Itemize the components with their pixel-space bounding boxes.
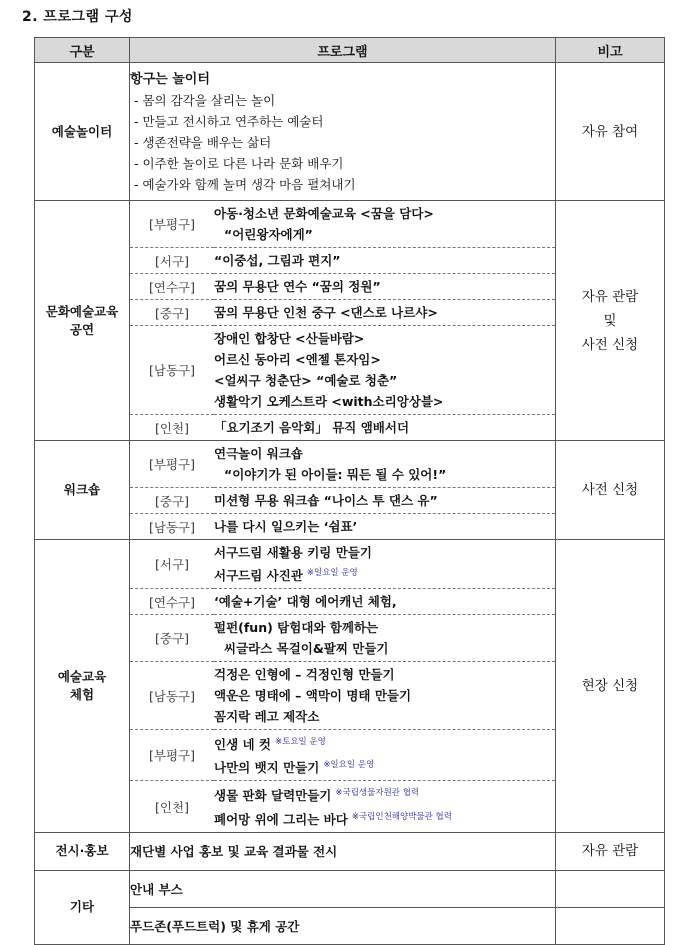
list-item: - 예술가와 함께 놀며 생각 마음 펼쳐내기	[134, 176, 356, 192]
category-cell	[35, 540, 130, 833]
program-line: 미션형 무용 워크숍 “나이스 투 댄스 유”	[214, 488, 555, 514]
region-label: [인천]	[155, 799, 189, 815]
program-line: 서구드림 새활용 키링 만들기	[214, 545, 372, 560]
sub-row	[130, 274, 555, 300]
note-cell	[556, 907, 665, 944]
program-cell	[130, 441, 556, 540]
program-cell	[130, 63, 556, 201]
table-row	[35, 907, 665, 944]
category-line: 문화예술교육	[45, 303, 119, 319]
category-cell: 전시·홍보	[35, 832, 130, 870]
sub-row	[130, 415, 555, 441]
program-line: 「요기조기 음악회」 뮤직 앰배서더	[214, 420, 410, 435]
program-line: <얼씨구 청춘단> “예술로 청춘”	[214, 373, 398, 388]
program-line: 나만의 뱃지 만들기	[214, 760, 320, 776]
sub-row	[130, 300, 555, 326]
section-title: 2. 프로그램 구성	[22, 9, 133, 25]
program-line: 폐어망 위에 그리는 바다	[214, 811, 348, 827]
program-line: “이중섭, 그림과 편지”	[214, 248, 555, 274]
program-line: 안내 부스	[130, 870, 556, 907]
sub-row	[130, 730, 555, 781]
schedule-tag: ※일요일 운영	[323, 760, 375, 771]
program-line: 생활악기 오케스트라 <with소리앙상블>	[214, 394, 444, 409]
category-line: 체험	[69, 686, 95, 702]
list-item: - 생존전략을 배우는 삶터	[134, 134, 272, 150]
partner-tag: ※국립인천해양박물관 협력	[351, 811, 452, 822]
region-label: [남동구]	[130, 326, 214, 415]
region-label: [남동구]	[130, 662, 214, 730]
program-line: 나를 다시 일으키는 ‘쉼표’	[214, 519, 358, 534]
region-label: [중구]	[130, 488, 214, 514]
program-line: 꿈의 무용단 연수 “꿈의 정원”	[214, 274, 555, 300]
category-cell: 기타	[35, 870, 130, 944]
region-label: [서구]	[130, 540, 214, 589]
note-cell	[556, 870, 665, 907]
note-cell: 현장 신청	[556, 540, 665, 833]
sub-row	[130, 514, 555, 540]
program-line: 인생 네 컷	[214, 737, 272, 753]
program-line: 아동·청소년 문화예술교육 <꿈을 담다>	[214, 206, 434, 221]
region-label: [인천]	[155, 420, 189, 436]
sub-row	[130, 540, 555, 589]
program-line: 걱정은 인형에 – 걱정인형 만들기	[214, 667, 395, 683]
note-line: 사전 신청	[581, 336, 639, 353]
program-line: 재단별 사업 홍보 및 교육 결과물 전시	[130, 832, 556, 870]
program-line: 어르신 동아리 <엔젤 톤자임>	[214, 352, 381, 367]
program-cell	[130, 540, 556, 833]
list-item: - 만들고 전시하고 연주하는 예술터	[134, 113, 324, 129]
sub-table	[130, 441, 555, 539]
category-cell	[35, 201, 130, 441]
program-line: ‘예술+기술’ 대형 에어캐넌 체험,	[214, 589, 555, 615]
sub-table	[130, 540, 555, 832]
note-line: 및	[603, 312, 617, 329]
program-line: 연극놀이 워크숍	[214, 446, 303, 461]
sub-row	[130, 781, 555, 832]
program-line: 씨글라스 목걸이&팔찌 만들기	[224, 641, 389, 657]
sub-table	[130, 201, 555, 440]
sub-row	[130, 201, 555, 248]
sub-row	[130, 615, 555, 662]
schedule-tag: ※일요일 운영	[306, 568, 358, 578]
table-row	[35, 201, 665, 441]
region-label: [남동구]	[149, 519, 195, 535]
program-table	[34, 37, 665, 945]
region-label: [부평구]	[130, 201, 214, 248]
region-label: [서구]	[130, 248, 214, 274]
program-line: 서구드림 사진관	[214, 568, 303, 584]
category-line: 공연	[69, 321, 95, 337]
header-program: 프로그램	[130, 38, 556, 63]
program-line: “이야기가 된 아이들: 뭐든 될 수 있어!”	[224, 467, 447, 482]
schedule-tag: ※토요일 운영	[275, 737, 326, 748]
program-line: “어린왕자에게”	[224, 227, 313, 242]
program-line: 펄펀(fun) 탐험대와 함께하는	[214, 620, 379, 636]
table-header-row	[35, 38, 665, 63]
region-label: [중구]	[130, 615, 214, 662]
header-note: 비고	[556, 38, 665, 63]
program-line: 꼼지락 레고 제작소	[214, 709, 320, 725]
header-category: 구분	[35, 38, 130, 63]
note-cell: 자유 관람	[556, 832, 665, 870]
sub-row	[130, 662, 555, 730]
program-line: 푸드존(푸드트럭) 및 휴게 공간	[130, 907, 556, 944]
program-head: 항구는 놀이터	[130, 71, 210, 87]
note-cell: 사전 신청	[556, 441, 665, 540]
category-cell: 워크숍	[35, 441, 130, 540]
program-line: 생물 판화 달력만들기	[214, 788, 332, 804]
note-cell	[556, 201, 665, 441]
category-cell: 예술놀이터	[35, 63, 130, 201]
region-label: [연수구]	[130, 274, 214, 300]
list-item: - 몸의 감각을 살리는 놀이	[134, 92, 276, 108]
sub-row	[130, 488, 555, 514]
region-label: [부평구]	[130, 441, 214, 488]
partner-tag: ※국립생물자원관 협력	[335, 788, 420, 799]
program-line: 꿈의 무용단 인천 중구 <댄스로 나르샤>	[214, 300, 555, 326]
region-label: [연수구]	[130, 589, 214, 615]
table-row	[35, 540, 665, 833]
table-row	[35, 832, 665, 870]
note-line: 자유 관람	[581, 288, 639, 305]
program-cell	[130, 201, 556, 441]
sub-row	[130, 589, 555, 615]
note-cell: 자유 참여	[556, 63, 665, 201]
sub-row	[130, 248, 555, 274]
category-line: 예술교육	[57, 668, 107, 684]
sub-row	[130, 326, 555, 415]
table-row	[35, 63, 665, 201]
region-label: [부평구]	[130, 730, 214, 781]
table-row	[35, 441, 665, 540]
region-label: [중구]	[130, 300, 214, 326]
program-line: 장애인 합창단 <산들바람>	[214, 331, 365, 346]
list-item: - 이주한 놀이로 다른 나라 문화 배우기	[134, 155, 344, 171]
sub-row	[130, 441, 555, 488]
program-line: 액운은 명태에 – 액막이 명태 만들기	[214, 688, 412, 704]
table-row	[35, 870, 665, 907]
